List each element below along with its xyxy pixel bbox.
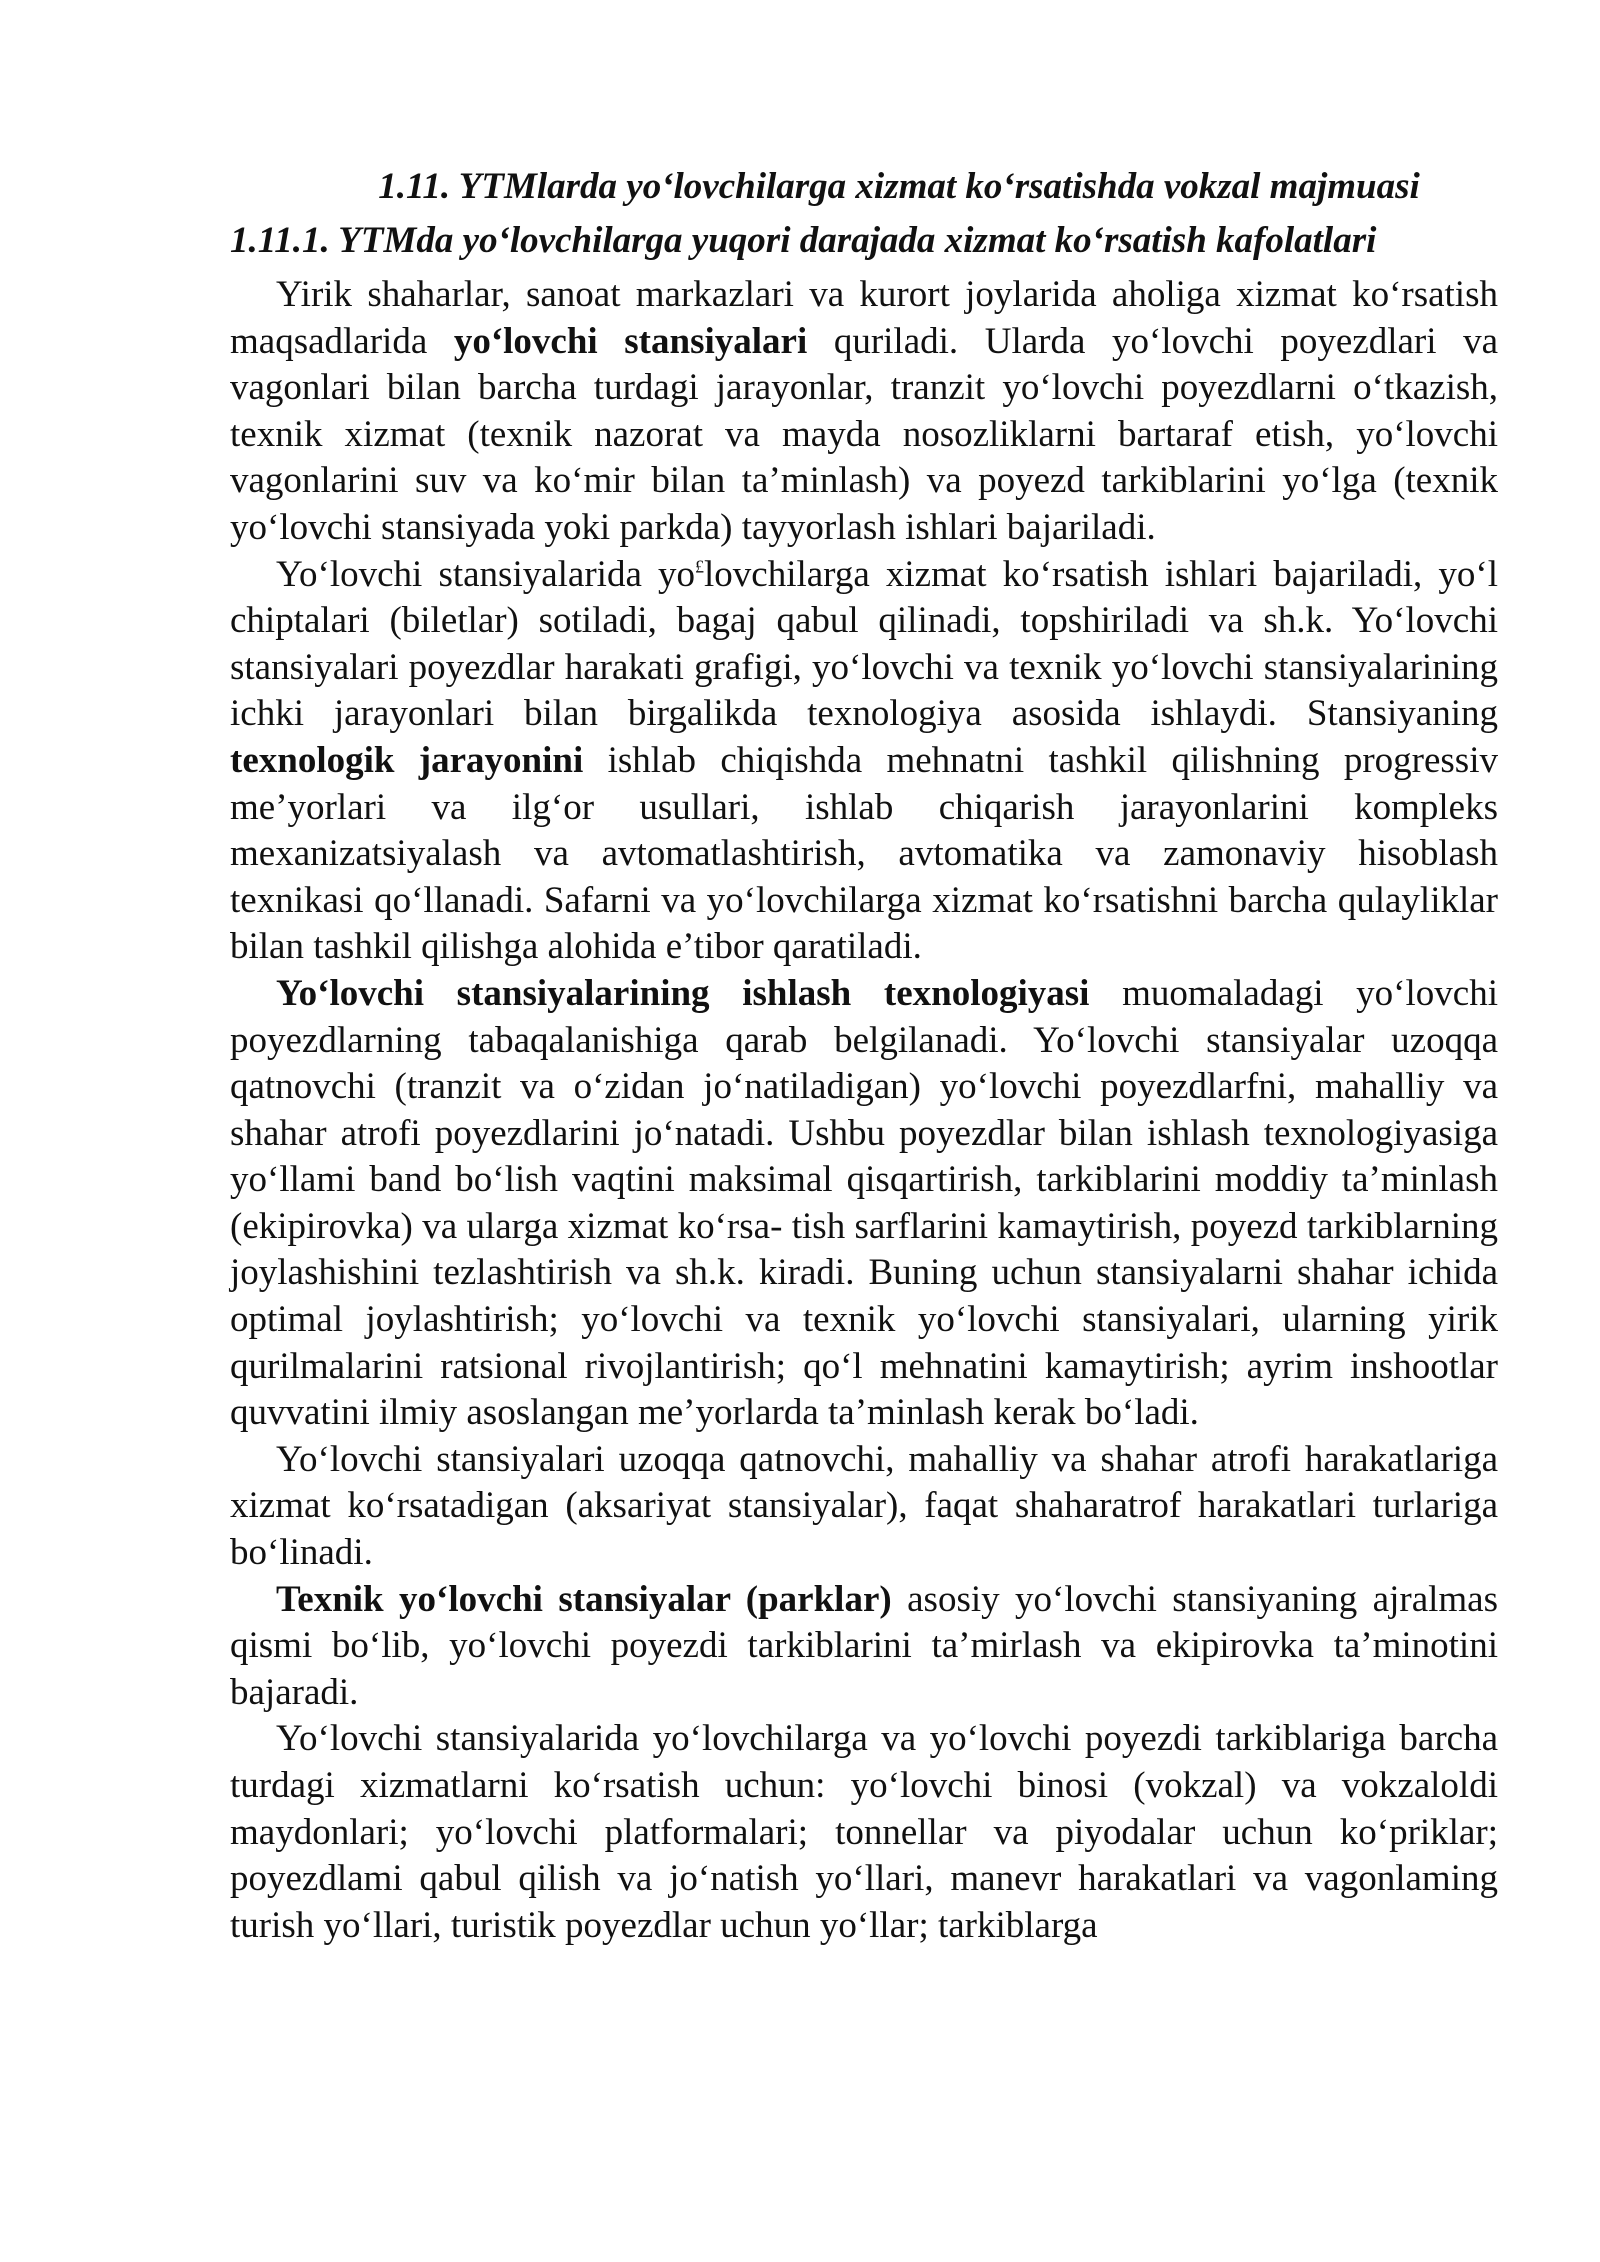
paragraph-3-text-b: muomaladagi yo‘lovchi poyezdlarning tabaqalanishiga qarab belgilanadi. Yo‘lovchi stansiyalar uzoqqa qatnovchi (tranzit va o‘zidan jo‘natiladigan) yo‘lovchi poyezdlarfni, mahalliy va shahar atrofi poyezdlarini jo‘natadi. Ushbu poyezdlar bilan ishlash texnologiyasiga yo‘llami band bo‘lish vaqtini maksimal qisqartirish, tarkiblarini moddiy ta’minlash (ekipirovka) va ularga xizmat ko‘rsa- tish sarflarini kamaytirish, poyezd tarkiblarning joylashishini tezlashtirish va sh.k. kiradi. Buning uchun stansiyalarni shahar ichida optimal joylashtirish; yo‘lovchi va texnik yo‘lovchi stansiyalari, ularning yirik qurilmalarini ratsional rivojlantirish; qo‘l mehnatini kamaytirish; ayrim inshootlar quvvatini ilmiy asoslangan me’yorlarda ta’minlash kerak bo‘ladi. <box>230 972 1498 1434</box>
paragraph-1 <box>230 272 1498 552</box>
paragraph-1-text-a: Yirik shaharlar, sanoat markazlari va kurort joylarida aholiga xizmat ko‘rsatish maqsadlarida <box>230 274 1498 362</box>
subsection-title: 1.11.1. YTMda yo‘lovchilarga yuqori darajada xizmat ko‘rsatish kafolatlari <box>230 220 1377 261</box>
paragraph-5-bold-term: Texnik yo‘lovchi stansiyalar (parklar) <box>276 1578 892 1620</box>
paragraph-3-bold-term: Yo‘lovchi stansiyalarining ishlash texnologiyasi <box>276 972 1090 1014</box>
paragraph-2 <box>230 552 1498 971</box>
paragraph-2-superscript: £ <box>695 556 704 577</box>
paragraph-2-text-d: ishlab chiqishda mehnatni tashkil qilishning progressiv me’yorlari va ilg‘or usullari, ishlab chiqarish jarayonlarini kompleks mexanizatsiyalash va avtomatlashtirish, avtomatika va zamonaviy hisoblash texnikasi qo‘llanadi. Safarni va yo‘lovchilarga xizmat ko‘rsatishni barcha qulayliklar bilan tashkil qilishga alohida e’tibor qaratiladi. <box>230 739 1498 968</box>
paragraph-2-text-b: lovchilarga xizmat ko‘rsatish ishlari bajariladi, yo‘l chiptalari (biletlar) sotiladi, bagaj qabul qilinadi, topshiriladi va sh.k. Yo‘lovchi stansiyalari poyezdlar harakati grafigi, yo‘lovchi va texnik yo‘lovchi stansiyalarining ichki jarayonlari bilan birgalikda texnologiya asosida ishlaydi. Stansiyaning <box>230 553 1499 735</box>
paragraph-2-bold-term: texnologik jarayonini <box>230 739 584 781</box>
paragraph-4: Yo‘lovchi stansiyalari uzoqqa qatnovchi, mahalliy va shahar atrofi harakatlariga xizmat ko‘rsatadigan (aksariyat stansiyalar), faqat shaharatrof harakatlari turlariga bo‘linadi. <box>230 1438 1498 1574</box>
section-title: 1.11. YTMlarda yo‘lovchilarga xizmat ko‘rsatishda vokzal majmuasi <box>378 166 1420 207</box>
paragraph-5-text-b: asosiy yo‘lovchi stansiyaning ajralmas qismi bo‘lib, yo‘lovchi poyezdi tarkiblarini ta’mirlash va ekipirovka ta’minotini bajaradi. <box>230 1578 1499 1713</box>
paragraph-3 <box>230 971 1498 1437</box>
paragraph-2-text-a: Yo‘lovchi stansiyalarida yo <box>276 553 695 595</box>
document-page <box>230 160 1498 1949</box>
paragraph-1-text-c: quriladi. Ularda yo‘lovchi poyezdlari va vagonlari bilan barcha turdagi jarayonlar, tranzit yo‘lovchi poyezdlarni o‘tkazish, texnik xizmat (texnik nazorat va mayda nosozliklarni bartaraf etish, yo‘lovchi vagonlarini suv va ko‘mir bilan ta’minlash) va poyezd tarkiblarini yo‘lga (texnik yo‘lovchi stansiyada yoki parkda) tayyorlash ishlari bajariladi. <box>230 320 1499 548</box>
paragraph-5 <box>230 1577 1498 1717</box>
paragraph-1-bold-term: yo‘lovchi stansiyalari <box>453 320 808 362</box>
paragraph-6: Yo‘lovchi stansiyalarida yo‘lovchilarga va yo‘lovchi poyezdi tarkiblariga barcha turdagi xizmatlarni ko‘rsatish uchun: yo‘lovchi binosi (vokzal) va vokzaloldi maydonlari; yo‘lovchi platformalari; tonnellar va piyodalar uchun ko‘priklar; poyezdlami qabul qilish va jo‘natish yo‘llari, manevr harakatlari va vagonlaming turish yo‘llari, turistik poyezdlar uchun yo‘llar; tarkiblarga <box>230 1718 1498 1946</box>
